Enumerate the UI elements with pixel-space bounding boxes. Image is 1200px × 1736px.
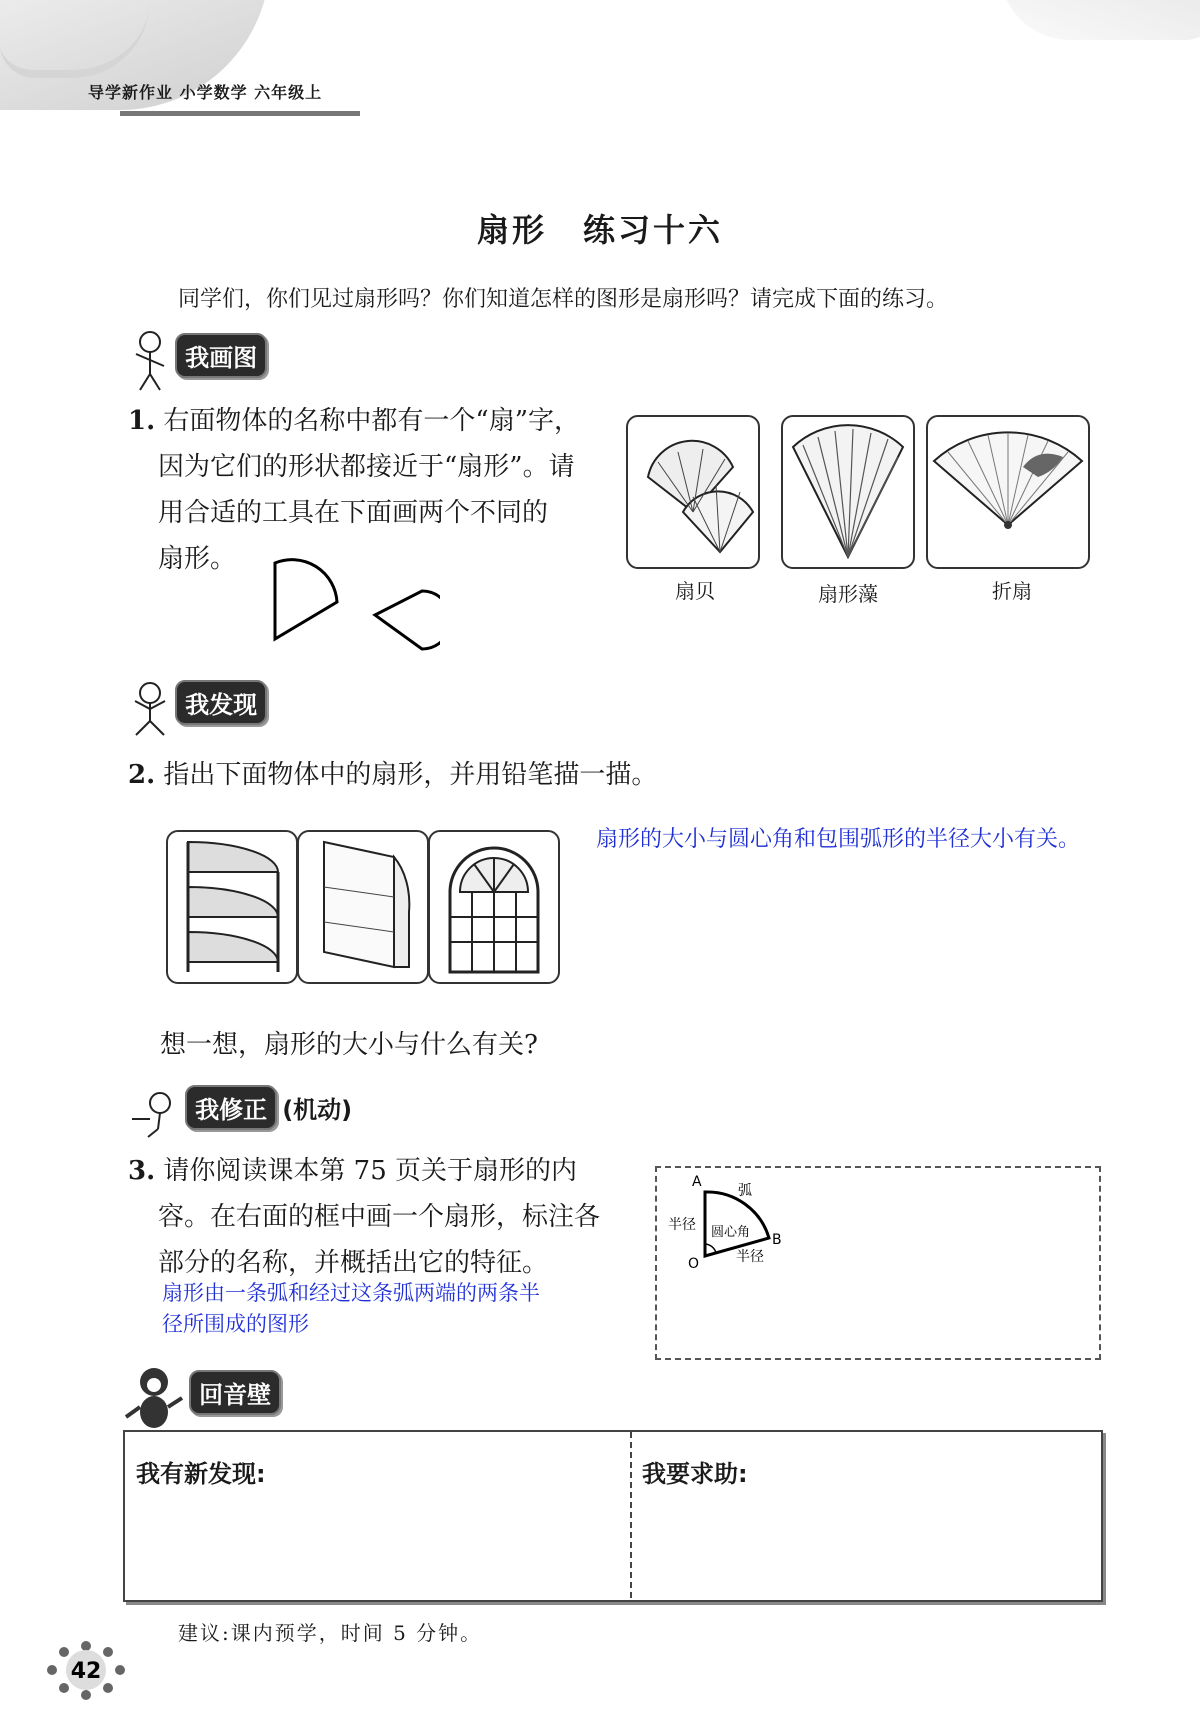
caption-scallop: 扇贝 (675, 579, 715, 603)
fan-algae-picture (783, 417, 913, 567)
arched-window-picture (430, 832, 558, 982)
label-B: B (772, 1232, 782, 1248)
q1-number: 1. (128, 406, 156, 436)
draw-badge-label: 我画图 (175, 333, 267, 378)
page-title (0, 205, 1200, 251)
page-number-badge (46, 1640, 126, 1700)
q3-line-1: 请你阅读课本第 75 页关于扇形的内 (163, 1156, 578, 1186)
folding-fan-picture (928, 417, 1088, 567)
q2-answer: 扇形的大小与圆心角和包围弧形的半径大小有关。 (596, 827, 1081, 852)
scallop-card (626, 415, 760, 569)
correct-section-badge (130, 1085, 352, 1139)
intro-text: 同学们，你们见过扇形吗？你们知道怎样的图形是扇形吗？请完成下面的练习。 (178, 287, 949, 312)
corner-shelf-picture (168, 832, 296, 982)
label-arc: 弧 (738, 1183, 752, 1199)
suggestion-text: 建议:课内预学，时间 5 分钟。 (178, 1621, 483, 1645)
q3-line-2: 容。在右面的框中画一个扇形，标注各 (158, 1202, 601, 1232)
q1-line-2: 因为它们的形状都接近于“扇形”。请 (158, 452, 575, 482)
corner-cabinet-card (297, 830, 429, 984)
label-radius-2: 半径 (736, 1249, 764, 1265)
q1-line-1: 右面物体的名称中都有一个“扇”字， (163, 406, 581, 436)
echo-section-badge (124, 1362, 281, 1434)
drawn-sector-1 (275, 560, 337, 639)
new-discovery-label: 我有新发现: (136, 1460, 266, 1488)
q3-answer-line-1: 扇形由一条弧和经过这条弧两端的两条半 (162, 1281, 540, 1305)
corner-cabinet-picture (299, 832, 427, 982)
cartoon-kid-icon (130, 681, 170, 737)
corner-shelf-card (166, 830, 298, 984)
q2-think: 想一想，扇形的大小与什么有关? (160, 1030, 538, 1060)
q2-number: 2. (128, 760, 156, 790)
q1-line-3: 用合适的工具在下面画两个不同的 (158, 498, 549, 528)
q3-answer (162, 1278, 540, 1340)
question-3 (128, 1148, 648, 1286)
caption-folding-fan: 折扇 (992, 579, 1032, 603)
header-corner-decoration (1000, 0, 1200, 40)
scallop-picture (628, 417, 758, 567)
header-underline (120, 111, 360, 116)
draw-section-badge (130, 330, 267, 392)
ask-help-area[interactable] (640, 1495, 1090, 1595)
folding-fan-card (926, 415, 1090, 569)
cartoon-kid-icon (130, 330, 170, 392)
correct-badge-label: 我修正 (185, 1085, 277, 1130)
sector-diagram (660, 1168, 800, 1272)
correct-note: (机动) (282, 1096, 353, 1124)
title-part2: 练习十六 (583, 211, 724, 249)
arched-window-card (428, 830, 560, 984)
label-radius-1: 半径 (668, 1217, 696, 1233)
echo-wall-divider (630, 1432, 632, 1598)
discover-badge-label: 我发现 (175, 680, 267, 725)
monkey-mascot-icon (124, 1362, 184, 1434)
label-central-angle: 圆心角 (711, 1225, 751, 1240)
page-number: 42 (70, 1659, 102, 1684)
fan-algae-card (781, 415, 915, 569)
cartoon-kid-icon (130, 1089, 180, 1139)
q3-number: 3. (128, 1156, 156, 1186)
q3-answer-line-2: 径所围成的图形 (162, 1312, 309, 1336)
book-header: 导学新作业 小学数学 六年级上 (88, 83, 323, 102)
q3-line-3: 部分的名称，并概括出它的特征。 (158, 1248, 549, 1278)
drawn-sector-2 (375, 591, 440, 649)
title-part1: 扇形 (476, 211, 547, 249)
ask-help-label: 我要求助: (642, 1460, 748, 1488)
q2-text: 指出下面物体中的扇形，并用铅笔描一描。 (163, 760, 658, 790)
new-discovery-area[interactable] (134, 1495, 624, 1595)
label-O: O (688, 1256, 700, 1272)
label-A: A (692, 1174, 702, 1190)
echo-badge-label: 回音壁 (189, 1370, 281, 1415)
question-2 (128, 752, 657, 798)
q1-line-4: 扇形。 (158, 544, 237, 574)
discover-section-badge (130, 680, 267, 737)
drawn-sectors (265, 555, 440, 655)
caption-fan-algae: 扇形藻 (818, 582, 878, 606)
